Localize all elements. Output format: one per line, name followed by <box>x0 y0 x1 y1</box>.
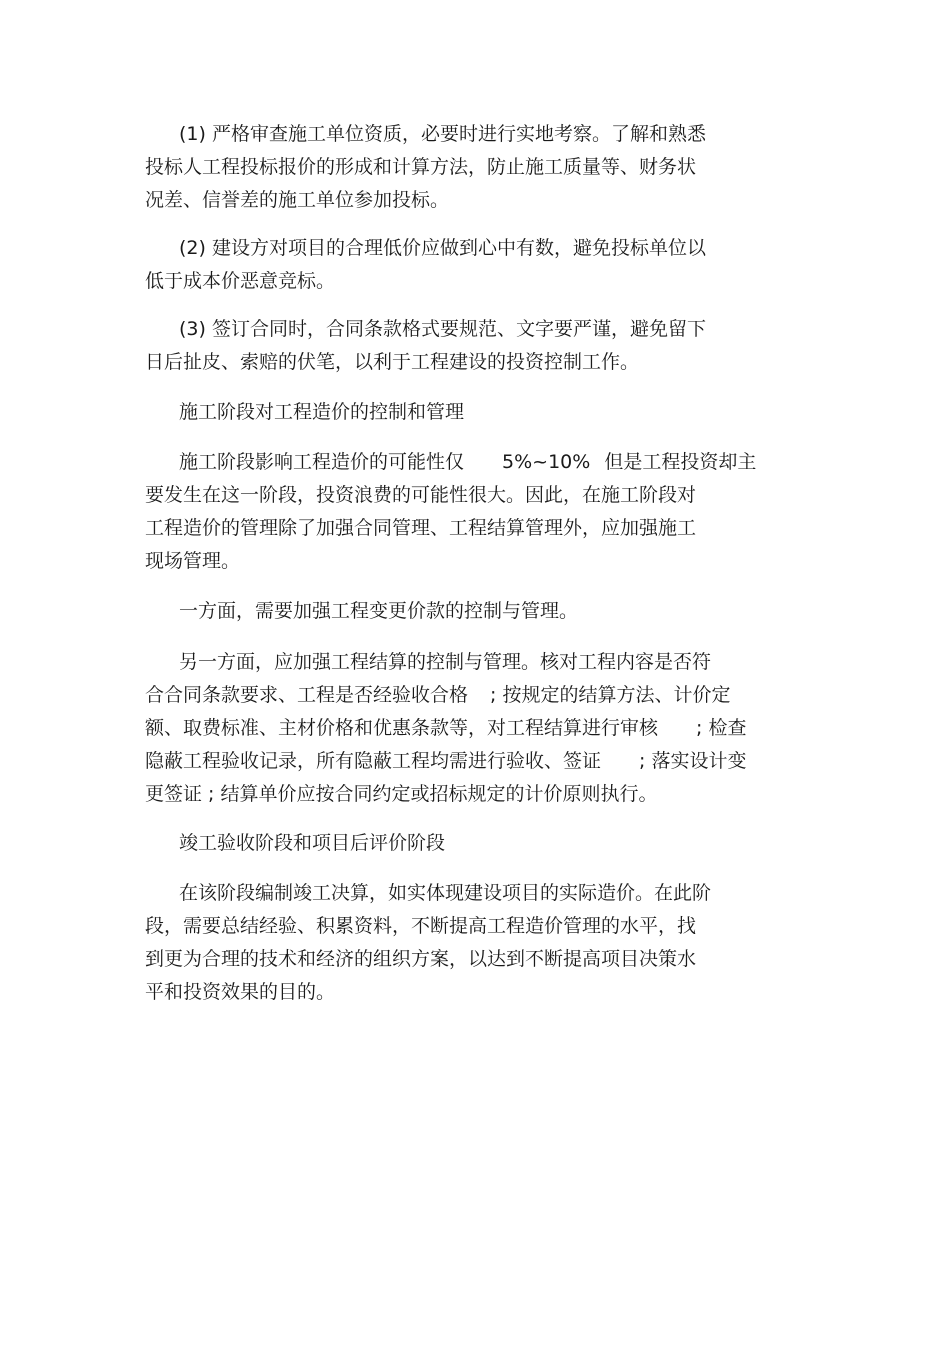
text-line: (1) 严格审查施工单位资质，必要时进行实地考察。了解和熟悉 <box>179 123 706 145</box>
text-segment: 施工阶段影响工程造价的可能性仅 <box>179 451 465 473</box>
text-line: 另一方面，应加强工程结算的控制与管理。核对工程内容是否符 <box>179 651 712 673</box>
text-line: 在该阶段编制竣工决算，如实体现建设项目的实际造价。在此阶 <box>179 882 712 904</box>
text-line: 工程造价的管理除了加强合同管理、工程结算管理外，应加强施工 <box>145 517 697 539</box>
list-item-3 <box>145 313 706 379</box>
text-line: (2) 建设方对项目的合理低价应做到心中有数，避免投标单位以 <box>179 237 706 259</box>
section-heading-construction <box>145 396 464 429</box>
text-segment: 但是工程投资却主 <box>604 451 757 473</box>
text-segment: ; 落实设计变 <box>639 750 747 772</box>
text-segment: 额、取费标准、主材价格和优惠条款等，对工程结算进行审核 <box>145 717 659 739</box>
text-line: 要发生在这一阶段，投资浪费的可能性很大。因此，在施工阶段对 <box>145 484 697 506</box>
text-line: 一方面，需要加强工程变更价款的控制与管理。 <box>179 600 579 622</box>
text-line: (3) 签订合同时，合同条款格式要规范、文字要严谨，避免留下 <box>179 318 706 340</box>
text-segment: 合合同条款要求、工程是否经验收合格 <box>145 684 469 706</box>
percent-range: 5%~10% <box>502 451 591 473</box>
text-line <box>145 745 746 778</box>
text-line: 平和投资效果的目的。 <box>145 981 336 1003</box>
list-item-1 <box>145 118 706 217</box>
text-line: 日后扯皮、索赔的伏笔，以利于工程建设的投资控制工作。 <box>145 351 640 373</box>
heading-text: 施工阶段对工程造价的控制和管理 <box>179 401 465 423</box>
paragraph-construction <box>145 446 756 578</box>
text-segment: ; 检查 <box>696 717 747 739</box>
section-heading-completion <box>145 827 445 860</box>
text-line <box>145 679 746 712</box>
text-line: 低于成本价恶意竞标。 <box>145 270 336 292</box>
heading-text: 竣工验收阶段和项目后评价阶段 <box>179 832 446 854</box>
text-line <box>145 446 756 479</box>
text-segment: ; 按规定的结算方法、计价定 <box>490 684 731 706</box>
text-line: 更签证 ; 结算单价应按合同约定或招标规定的计价原则执行。 <box>145 783 658 805</box>
paragraph-change-price <box>145 595 578 628</box>
list-item-2 <box>145 232 706 298</box>
paragraph-completion <box>145 877 711 1009</box>
text-line: 段，需要总结经验、积累资料，不断提高工程造价管理的水平，找 <box>145 915 697 937</box>
text-line: 况差、信誉差的施工单位参加投标。 <box>145 189 450 211</box>
text-line: 现场管理。 <box>145 550 241 572</box>
text-line <box>145 712 746 745</box>
paragraph-settlement <box>145 646 746 811</box>
text-segment: 隐蔽工程验收记录，所有隐蔽工程均需进行验收、签证 <box>145 750 602 772</box>
text-line: 投标人工程投标报价的形成和计算方法，防止施工质量等、财务状 <box>145 156 697 178</box>
text-line: 到更为合理的技术和经济的组织方案，以达到不断提高项目决策水 <box>145 948 697 970</box>
